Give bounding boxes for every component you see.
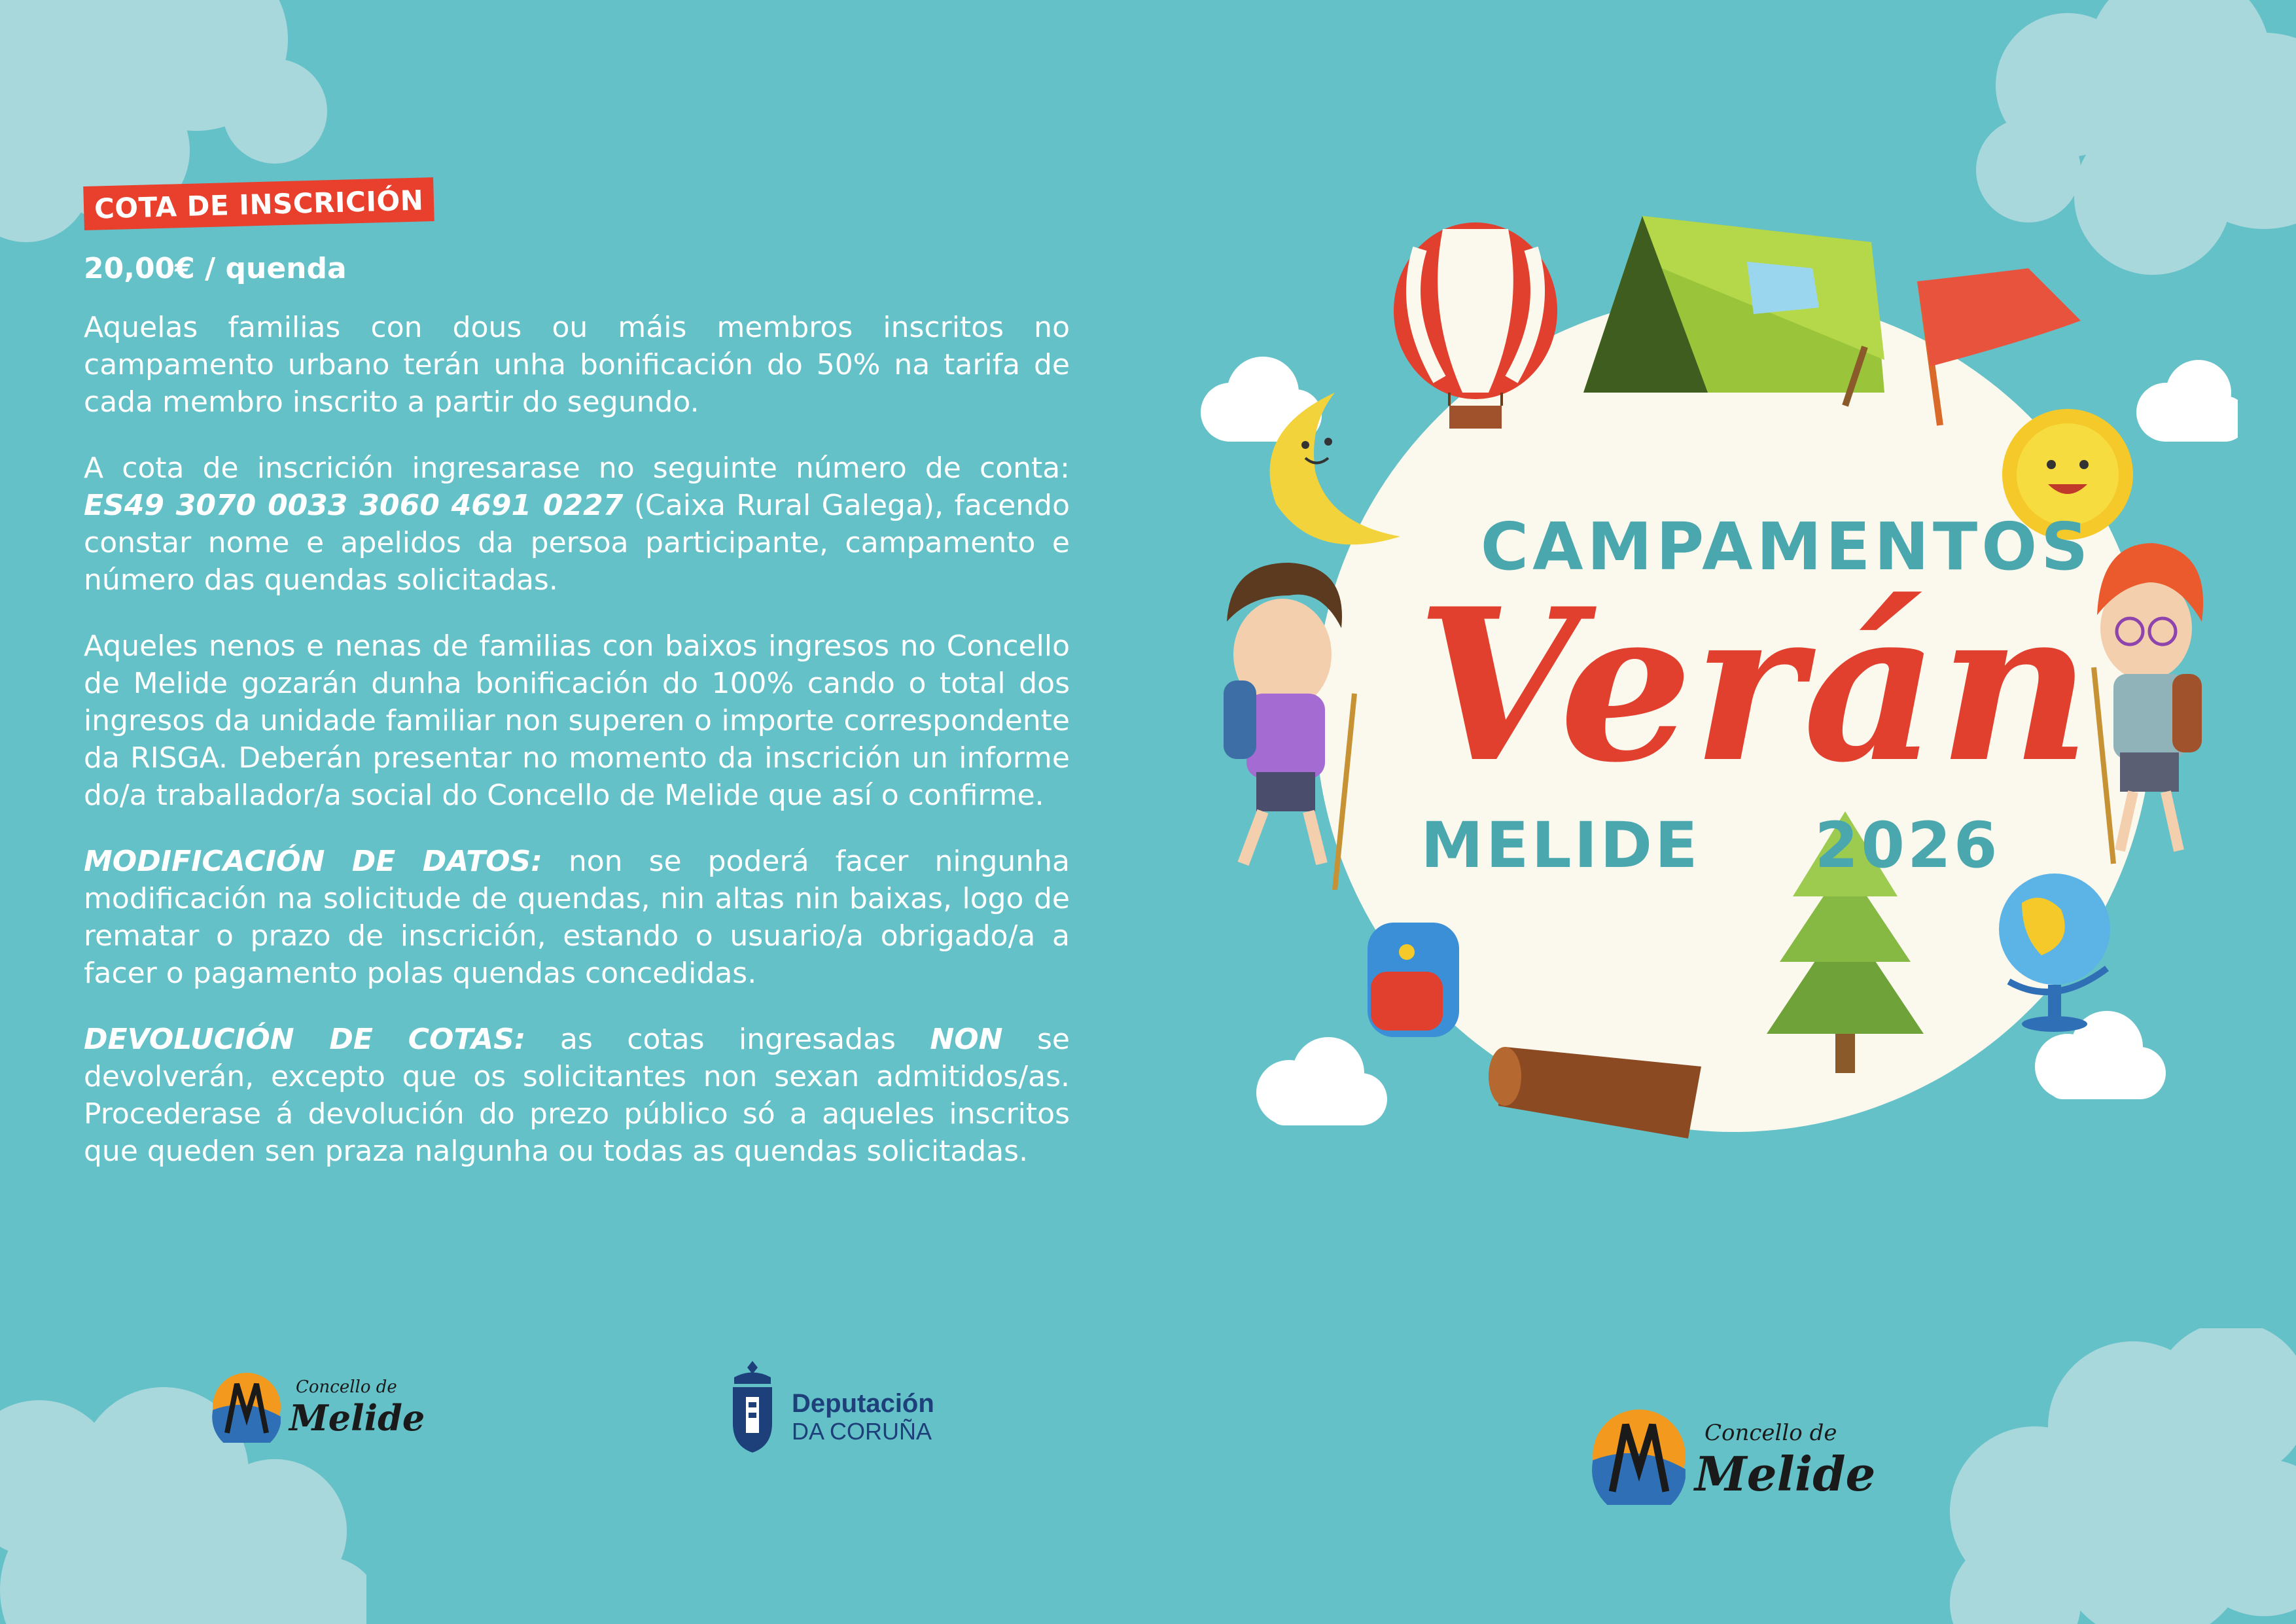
melide-logo-mark-icon: [211, 1371, 283, 1443]
deputacion-subtitle: DA CORUÑA: [792, 1418, 932, 1445]
veran-title: Verán: [1416, 563, 2091, 809]
melide-cover-label: MELIDE: [1421, 809, 1701, 882]
backpack-icon: [1368, 923, 1459, 1037]
small-cloud-icon: [2136, 360, 2238, 442]
data-modification-paragraph: [84, 843, 1070, 992]
price-per-session: 20,00€ / quenda: [84, 252, 347, 285]
melide-label: Melide: [1695, 1446, 1876, 1502]
payment-text-before: A cota de inscrición ingresarase no seguinte número de conta:: [84, 451, 1070, 485]
year-cover-label: 2026: [1814, 809, 2000, 882]
concello-melide-logo-large: [1590, 1400, 1876, 1518]
low-income-paragraph: Aqueles nenos e nenas de familias con baixos ingresos no Concello de Melide gozarán dunha bonificación do 100% cando o total dos ingresos da unidade familiar non superen o importe correspondente da RISGA. Deberán presentar no momento da inscrición un informe do/a traballador/a social do Concello de Melide que así o confirme.: [84, 629, 1070, 812]
refund-non: NON: [930, 1023, 1003, 1056]
cover-illustration: [1191, 196, 2238, 1191]
payment-paragraph: [84, 450, 1070, 599]
melide-logo-mark-icon: [1590, 1407, 1688, 1505]
deputacion-coruna-logo: [726, 1358, 949, 1456]
data-modification-text: non se poderá facer ningunha modificación na solicitude de quendas, nin altas nin baixas, logo de rematar o prazo de inscrición, estando o usuario/a obrigado/a a facer o pagamento polas quendas concedidas.: [84, 845, 1070, 990]
refund-label: DEVOLUCIÓN DE COTAS:: [84, 1023, 526, 1056]
concello-label: Concello de: [1704, 1420, 1837, 1446]
refund-text-1: as cotas ingresadas: [525, 1023, 930, 1056]
fee-badge: COTA DE INSCRICIÓN: [83, 177, 434, 230]
melide-label: Melide: [289, 1397, 425, 1439]
fee-info-section: [84, 182, 1070, 1199]
refund-text-2: se devolverán, excepto que os solicitantes non sexan admitidos/as. Procederase á devolución do prezo público só a aqueles inscritos que queden sen praza nalgunha ou todas as quendas solicitadas.: [84, 1023, 1070, 1168]
concello-melide-logo-small: [211, 1364, 425, 1456]
coat-of-arms-icon: [726, 1358, 779, 1456]
deputacion-title: Deputación: [792, 1389, 934, 1418]
data-modification-label: MODIFICACIÓN DE DATOS:: [84, 845, 542, 878]
small-cloud-icon: [1256, 1037, 1387, 1125]
tent-icon: [1583, 216, 1884, 406]
bank-account-number: ES49 3070 0033 3060 4691 0227: [84, 489, 624, 522]
campamentos-title: CAMPAMENTOS: [1480, 508, 2093, 585]
refund-paragraph: [84, 1021, 1070, 1170]
cloud-bottom-right: [1937, 1328, 2296, 1624]
concello-label: Concello de: [296, 1377, 397, 1397]
payment-text-after: (Caixa Rural Galega), facendo constar nome e apelidos da persoa participante, campamento e número das quendas solicitadas.: [84, 489, 1070, 597]
sibling-discount-paragraph: Aquelas familias con dous ou máis membros inscritos no campamento urbano terán unha bonificación do 50% na tarifa de cada membro inscrito a partir do segundo.: [84, 311, 1070, 419]
